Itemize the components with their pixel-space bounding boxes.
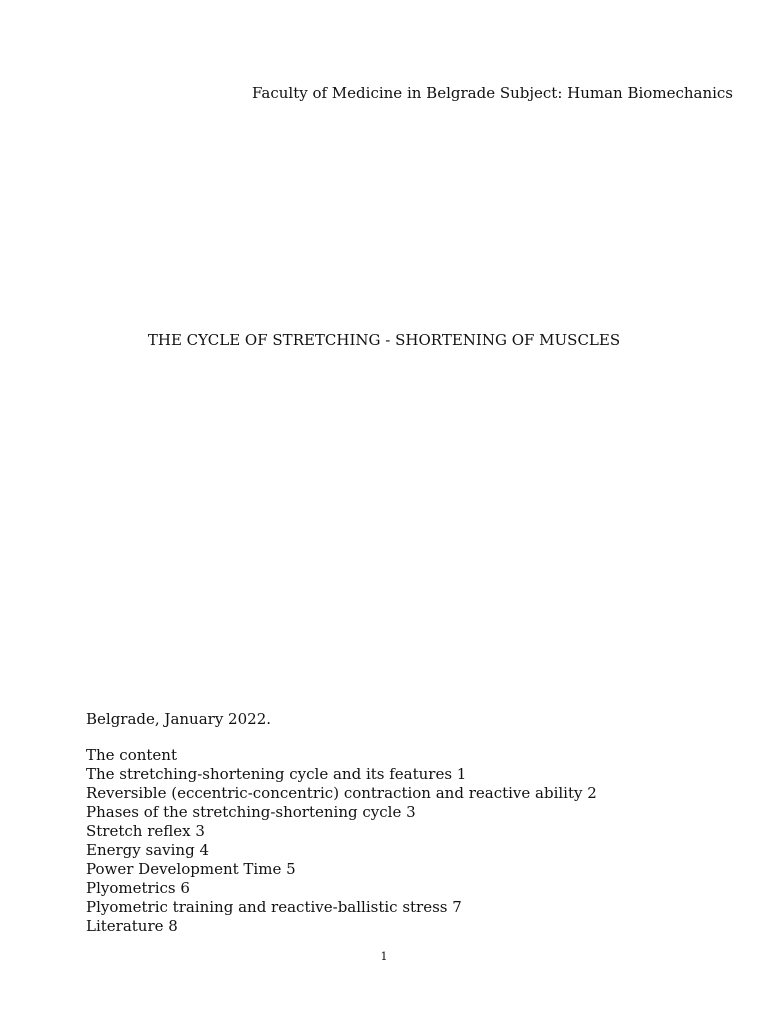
toc-entry: Energy saving 4	[86, 841, 209, 859]
header-institution-subject: Faculty of Medicine in Belgrade Subject: Human Biomechanics	[252, 84, 734, 102]
toc-entry: Phases of the stretching-shortening cycle 3	[86, 803, 416, 821]
table-of-contents	[86, 746, 597, 936]
toc-heading: The content	[86, 746, 177, 764]
toc-entry: Power Development Time 5	[86, 860, 296, 878]
toc-entry: Literature 8	[86, 917, 178, 935]
document-title: THE CYCLE OF STRETCHING - SHORTENING OF MUSCLES	[147, 331, 621, 349]
toc-entry: Plyometrics 6	[86, 879, 190, 897]
toc-entry: Stretch reflex 3	[86, 822, 205, 840]
toc-entry: Plyometric training and reactive-ballistic stress 7	[86, 898, 462, 916]
place-date: Belgrade, January 2022.	[86, 710, 272, 728]
toc-entry: Reversible (eccentric-concentric) contraction and reactive ability 2	[86, 784, 597, 802]
page-number: 1	[380, 950, 388, 963]
toc-entry: The stretching-shortening cycle and its features 1	[86, 765, 467, 783]
